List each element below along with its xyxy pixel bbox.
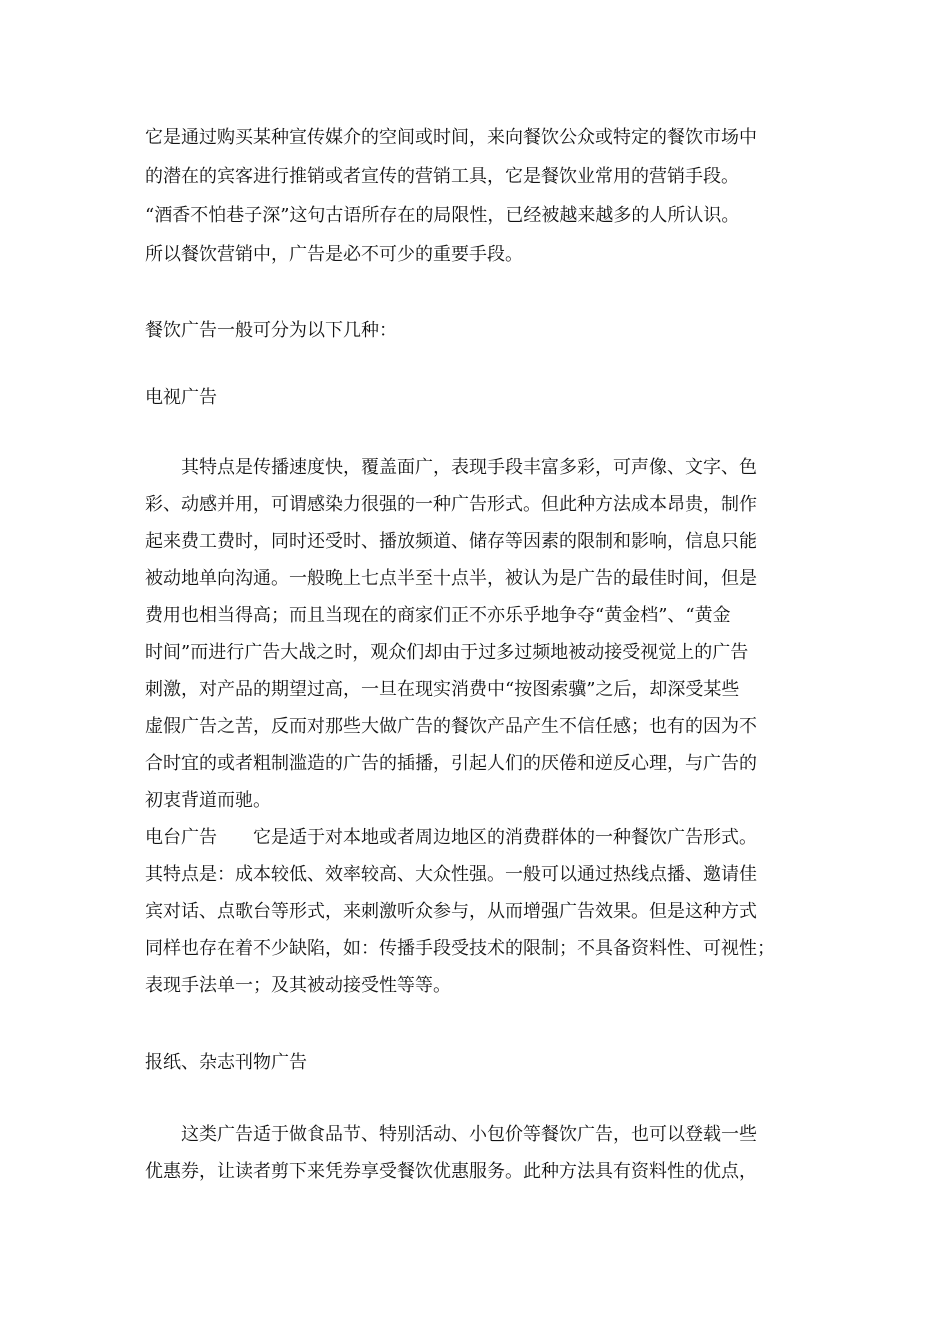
paragraph-line: 所以餐饮营销中，广告是必不可少的重要手段。 bbox=[145, 244, 523, 265]
tv-paragraph-line: 虚假广告之苦，反而对那些大做广告的餐饮产品产生不信任感；也有的因为不 bbox=[145, 716, 757, 737]
tv-paragraph-line: 时间”而进行广告大战之时，观众们却由于过多过频地被动接受视觉上的广告 bbox=[145, 642, 749, 663]
tv-paragraph-line: 彩、动感并用，可谓感染力很强的一种广告形式。但此种方法成本昂贵，制作 bbox=[145, 494, 757, 515]
print-paragraph-line: 优惠券，让读者剪下来凭券享受餐饮优惠服务。此种方法具有资料性的优点， bbox=[145, 1161, 757, 1182]
radio-paragraph-line: 同样也存在着不少缺陷，如：传播手段受技术的限制；不具备资料性、可视性； bbox=[145, 938, 775, 959]
section-heading-print: 报纸、杂志刊物广告 bbox=[145, 1052, 307, 1073]
print-paragraph-line: 这类广告适于做食品节、特别活动、小包价等餐饮广告，也可以登载一些 bbox=[181, 1124, 757, 1145]
tv-paragraph-line: 其特点是传播速度快，覆盖面广，表现手段丰富多彩，可声像、文字、色 bbox=[181, 457, 757, 478]
radio-first-text: 它是适于对本地或者周边地区的消费群体的一种餐饮广告形式。 bbox=[253, 827, 757, 848]
paragraph-line: 它是通过购买某种宣传媒介的空间或时间，来向餐饮公众或特定的餐饮市场中 bbox=[145, 127, 757, 148]
intro-line: 餐饮广告一般可分为以下几种： bbox=[145, 320, 397, 341]
paragraph-line: “酒香不怕巷子深”这句古语所存在的局限性，已经被越来越多的人所认识。 bbox=[145, 205, 740, 226]
radio-paragraph-line: 其特点是：成本较低、效率较高、大众性强。一般可以通过热线点播、邀请佳 bbox=[145, 864, 757, 885]
section-heading-radio: 电台广告 bbox=[145, 827, 217, 848]
radio-paragraph-line: 表现手法单一；及其被动接受性等等。 bbox=[145, 975, 451, 996]
tv-paragraph-line: 起来费工费时，同时还受时、播放频道、储存等因素的限制和影响，信息只能 bbox=[145, 531, 757, 552]
radio-first-line bbox=[145, 825, 825, 851]
section-heading-tv: 电视广告 bbox=[145, 387, 217, 408]
tv-paragraph-line: 刺激，对产品的期望过高，一旦在现实消费中“按图索骥”之后，却深受某些 bbox=[145, 679, 740, 700]
radio-paragraph-line: 宾对话、点歌台等形式，来刺激听众参与，从而增强广告效果。但是这种方式 bbox=[145, 901, 757, 922]
tv-paragraph-line: 被动地单向沟通。一般晚上七点半至十点半，被认为是广告的最佳时间，但是 bbox=[145, 568, 757, 589]
tv-paragraph-line: 费用也相当得高；而且当现在的商家们正不亦乐乎地争夺“黄金档”、“黄金 bbox=[145, 605, 731, 626]
tv-paragraph-line: 合时宜的或者粗制滥造的广告的插播，引起人们的厌倦和逆反心理，与广告的 bbox=[145, 753, 757, 774]
tv-paragraph-line: 初衷背道而驰。 bbox=[145, 790, 271, 811]
paragraph-line: 的潜在的宾客进行推销或者宣传的营销工具，它是餐饮业常用的营销手段。 bbox=[145, 166, 739, 187]
